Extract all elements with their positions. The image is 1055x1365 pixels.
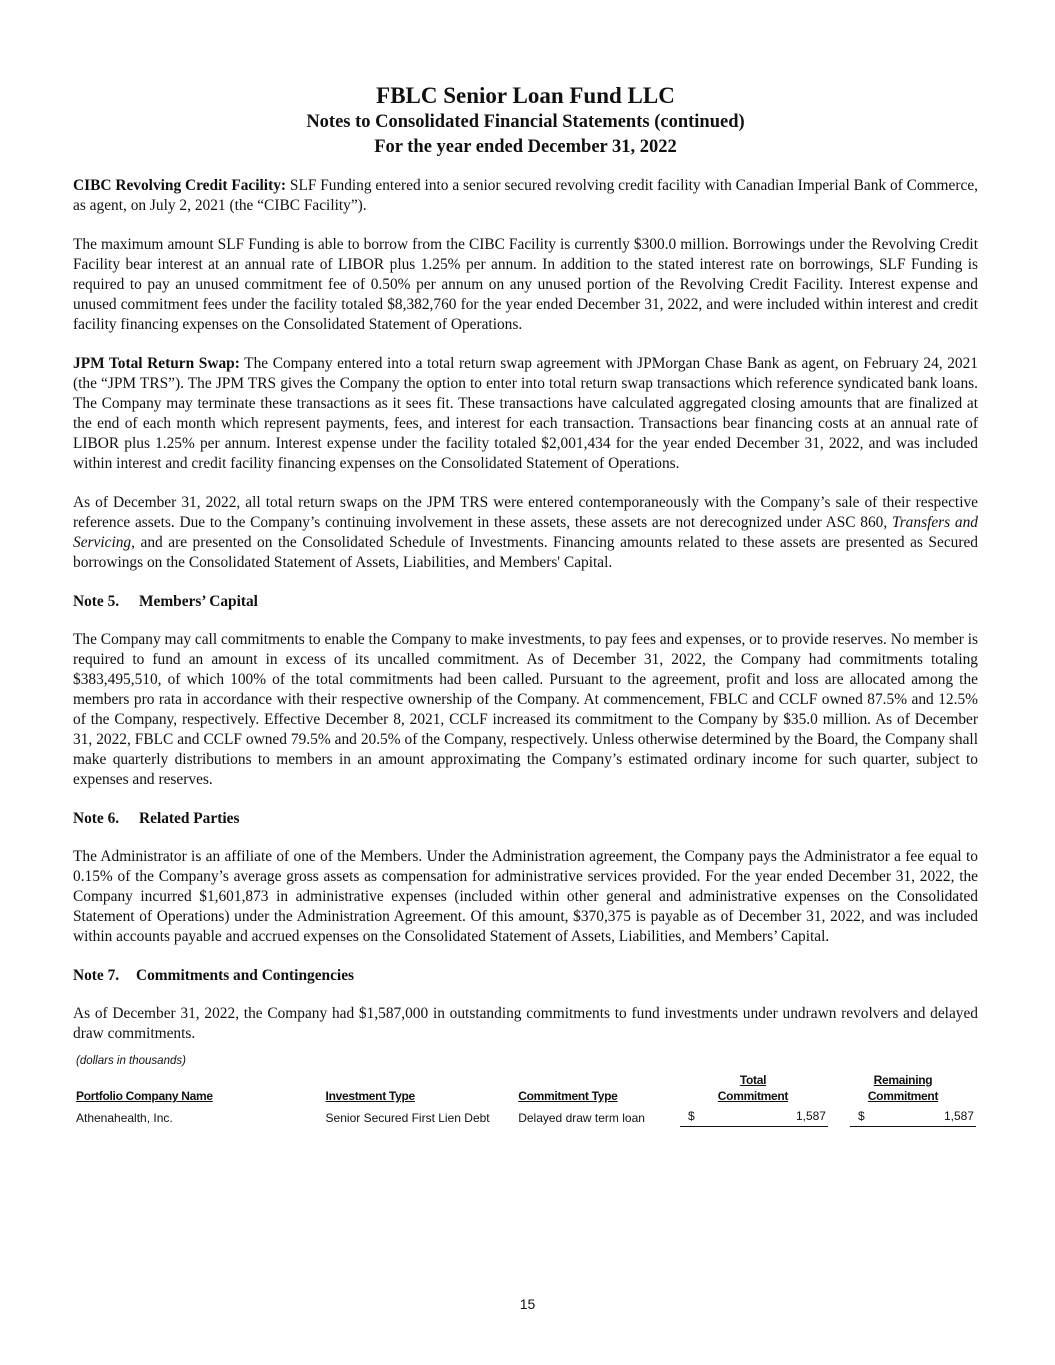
jpm-trs-paragraph xyxy=(73,354,978,474)
cibc-facility-text: SLF Funding entered into a senior secured revolving credit facility with Canadian Imperial Bank of Commerce, as agent, on July 2, 2021 (the “CIBC Facility”). xyxy=(73,177,978,214)
document-page xyxy=(73,82,978,1127)
cibc-borrowing-paragraph: The maximum amount SLF Funding is able to borrow from the CIBC Facility is currently $300.0 million. Borrowings under the Revolving Credit Facility bear interest at an annual rate of LIBOR plus 1.25% per annum. In addition to the stated interest rate on borrowings, SLF Funding is required to pay an unused commitment fee of 0.50% per annum on any unused portion of the Revolving Credit Facility. Interest expense and unused commitment fees under the facility totaled $8,382,760 for the year ended December 31, 2022, and were included within interest and credit facility financing expenses on the Consolidated Statement of Operations. xyxy=(73,236,978,333)
asc-860-title: Transfers and Servicing xyxy=(73,514,978,551)
note-7-number: Note 7. xyxy=(73,967,120,984)
document-subtitle: Notes to Consolidated Financial Statements (continued) xyxy=(306,112,745,132)
jpm-trs-lead: JPM Total Return Swap: xyxy=(73,355,240,372)
jpm-assets-text-b: , and are presented on the Consolidated Schedule of Investments. Financing amounts related to these assets are presented as Secured borrowings on the Consolidated Statement of Assets, Liabilities, and Members' Capital. xyxy=(73,534,978,571)
note-5-paragraph: The Company may call commitments to enable the Company to make investments, to pay fees and expenses, or to provide reserves. No member is required to fund an amount in excess of its uncalled commitment. As of December 31, 2022, the Company had commitments totaling $383,495,510, of which 100% of the total commitments had been called. Pursuant to the agreement, profit and loss are allocated among the members pro rata in accordance with their respective ownership of the Company. At commencement, FBLC and CCLF owned 87.5% and 12.5% of the Company, respectively. Effective December 8, 2021, CCLF increased its commitment to the Company by $35.0 million. As of December 31, 2022, FBLC and CCLF owned 79.5% and 20.5% of the Company, respectively. Unless otherwise determined by the Board, the Company shall make quarterly distributions to members in an amount approximating the Company’s estimated ordinary income for such quarter, subject to expenses and reserves. xyxy=(73,631,978,788)
page-number: 15 xyxy=(519,1296,536,1312)
header-company: Portfolio Company Name xyxy=(76,1089,213,1103)
header-investment-type: Investment Type xyxy=(325,1089,415,1103)
note-6-heading xyxy=(73,809,978,829)
table-caption: (dollars in thousands) xyxy=(76,1055,186,1067)
header-remaining-line2: Commitment xyxy=(867,1089,939,1103)
commitments-table xyxy=(73,1072,978,1127)
header-total-line1: Total xyxy=(739,1073,767,1087)
document-header xyxy=(73,82,978,160)
commitments-table-section xyxy=(73,1054,978,1127)
note-6-paragraph: The Administrator is an affiliate of one of the Members. Under the Administration agreement, the Company pays the Administrator a fee equal to 0.15% of the Company’s average gross assets as compensation for administrative services provided. For the year ended December 31, 2022, the Company incurred $1,601,873 in administrative expenses (included within other general and administrative expenses on the Consolidated Statement of Operations) under the Administration Agreement. Of this amount, $370,375 is payable as of December 31, 2022, and was included within accounts payable and accrued expenses on the Consolidated Statement of Assets, Liabilities, and Members’ Capital. xyxy=(73,848,978,945)
remaining-amount: 1,587 xyxy=(943,1109,974,1123)
header-remaining-line1: Remaining xyxy=(873,1073,933,1087)
cell-commitment-type: Delayed draw term loan xyxy=(518,1111,645,1125)
total-amount: 1,587 xyxy=(795,1109,826,1123)
jpm-trs-text: The Company entered into a total return swap agreement with JPMorgan Chase Bank as agent, on February 24, 2021 (the “JPM TRS”). The JPM TRS gives the Company the option to enter into total return swap transactions which reference syndicated bank loans. The Company may terminate these transactions as it sees fit. These transactions have calculated aggregated closing amounts that are finalized at the end of each month which represent payments, fees, and interest for each transaction. Transactions bear financing costs at an annual rate of LIBOR plus 1.25% per annum. Interest expense under the facility totaled $2,001,434 for the year ended December 31, 2022, and was included within interest and credit facility financing expenses on the Consolidated Statement of Operations. xyxy=(73,355,978,472)
table-row xyxy=(73,1104,978,1127)
note-5-heading xyxy=(73,592,978,612)
note-5-title: Members’ Capital xyxy=(139,593,258,610)
header-total-line2: Commitment xyxy=(717,1089,789,1103)
cell-investment-type: Senior Secured First Lien Debt xyxy=(325,1111,490,1125)
cibc-facility-lead: CIBC Revolving Credit Facility: xyxy=(73,177,287,194)
table-header-row xyxy=(73,1072,978,1104)
cell-total-commitment xyxy=(678,1104,828,1127)
fund-title: FBLC Senior Loan Fund LLC xyxy=(376,83,675,108)
note-6-number: Note 6. xyxy=(73,810,120,827)
cell-company: Athenahealth, Inc. xyxy=(76,1111,173,1125)
note-6-title: Related Parties xyxy=(139,810,240,827)
cibc-facility-paragraph xyxy=(73,176,978,216)
header-total-commitment xyxy=(678,1072,828,1104)
note-7-heading xyxy=(73,966,978,986)
reporting-period: For the year ended December 31, 2022 xyxy=(374,137,677,157)
total-dollar-sign: $ xyxy=(687,1109,695,1123)
note-7-title: Commitments and Contingencies xyxy=(136,967,355,984)
header-commitment-type: Commitment Type xyxy=(518,1089,618,1103)
jpm-trs-assets-paragraph xyxy=(73,493,978,573)
cell-remaining-commitment xyxy=(828,1104,978,1127)
note-5-number: Note 5. xyxy=(73,593,120,610)
remaining-dollar-sign: $ xyxy=(857,1109,865,1123)
jpm-assets-text-a: As of December 31, 2022, all total return swaps on the JPM TRS were entered contemporaneously with the Company’s sale of their respective reference assets. Due to the Company’s continuing involvement in these assets, these assets are not derecognized under ASC 860, xyxy=(73,494,978,531)
note-7-paragraph: As of December 31, 2022, the Company had $1,587,000 in outstanding commitments to fund investments under undrawn revolvers and delayed draw commitments. xyxy=(73,1005,978,1042)
header-remaining-commitment xyxy=(828,1072,978,1104)
